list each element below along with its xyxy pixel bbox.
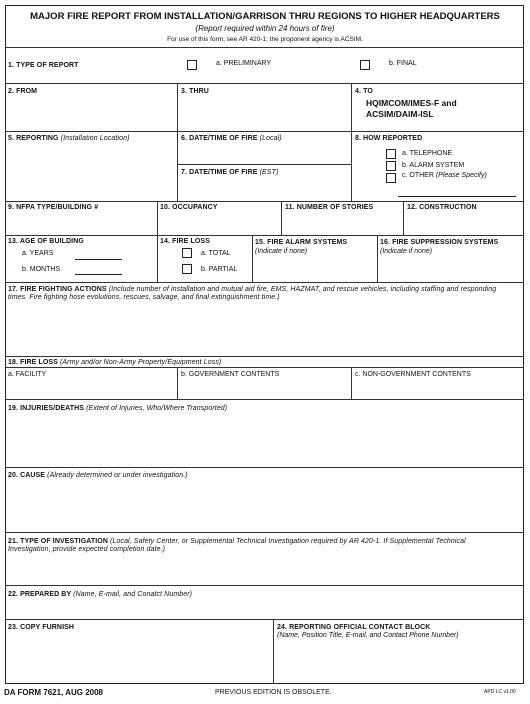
- prepared-by-label: [8, 591, 192, 598]
- divider: [252, 235, 253, 282]
- date-time-local-hint: (Local): [259, 135, 282, 142]
- divider: [5, 585, 524, 586]
- reporting-field[interactable]: [6, 145, 176, 200]
- divider: [281, 201, 282, 235]
- fire-fighting-actions-field[interactable]: [6, 305, 523, 355]
- divider: [403, 201, 404, 235]
- telephone-label: a. TELEPHONE: [402, 150, 453, 157]
- form-title: MAJOR FIRE REPORT FROM INSTALLATION/GARRISON THRU REGIONS TO HIGHER HEADQUARTERS: [30, 11, 500, 22]
- version-label: APD LC v1.00: [484, 689, 516, 695]
- government-contents-label: b. GOVERNMENT CONTENTS: [181, 371, 280, 378]
- how-reported-label: 8. HOW REPORTED: [355, 135, 423, 142]
- years-label: a. YEARS: [22, 250, 54, 257]
- reporting-label: [8, 135, 130, 142]
- reporting-hint: (Installation Location): [60, 135, 130, 142]
- facility-label: a. FACILITY: [8, 371, 47, 378]
- years-field[interactable]: [75, 259, 122, 260]
- from-label: 2. FROM: [8, 88, 38, 95]
- cause-hint: (Already determined or under investigation.): [47, 472, 188, 479]
- form-id: DA FORM 7621, AUG 2008: [4, 688, 103, 697]
- total-label: a. TOTAL: [201, 250, 231, 257]
- nfpa-label: 9. NFPA TYPE/BUILDING #: [8, 204, 99, 211]
- fire-suppression-hint: (Indicate if none): [380, 248, 433, 255]
- fire-loss-property-label: [8, 359, 221, 366]
- to-value-line2: ACSIM/DAIM-ISL: [366, 109, 434, 119]
- divider: [5, 356, 524, 357]
- fire-alarm-hint: (Indicate if none): [255, 248, 308, 255]
- telephone-checkbox[interactable]: [386, 149, 396, 159]
- injuries-deaths-label: [8, 405, 227, 412]
- reporting-label-text: 5. REPORTING: [8, 135, 59, 142]
- alarm-system-checkbox[interactable]: [386, 161, 396, 171]
- fire-loss-property-text: 18. FIRE LOSS: [8, 359, 58, 366]
- investigation-text: 21. TYPE OF INVESTIGATION: [8, 538, 108, 545]
- fire-alarm-label: 15. FIRE ALARM SYSTEMS: [255, 239, 348, 246]
- copy-furnish-field[interactable]: [6, 634, 272, 683]
- contact-block-hint: (Name, Position Title, E-mail, and Contact Phone Number): [277, 632, 459, 639]
- non-government-contents-label: c. NON-GOVERNMENT CONTENTS: [355, 371, 471, 378]
- date-time-local-text: 6. DATE/TIME OF FIRE: [181, 135, 258, 142]
- partial-checkbox[interactable]: [182, 264, 192, 274]
- divider: [5, 83, 524, 84]
- divider: [5, 131, 524, 132]
- divider: [5, 399, 524, 400]
- thru-field[interactable]: [178, 97, 350, 130]
- divider: [177, 164, 351, 165]
- date-time-est-label: [181, 169, 278, 176]
- fire-loss-property-hint: (Army and/or Non-Army Property/Equipment Loss): [59, 359, 222, 366]
- fire-fighting-actions-hint: (Include number of installation and mutual aid fire, EMS, HAZMAT, and rescue vehicles, including staffing and responding times. Fire fighting hose evolutions, rescues, salvage, and final extinguishment time.): [8, 286, 497, 301]
- stories-label: 11. NUMBER OF STORIES: [285, 204, 374, 211]
- to-value-line1: HQIMCOM/IMES-F and: [366, 98, 457, 108]
- other-checkbox[interactable]: [386, 173, 396, 183]
- final-label: b. FINAL: [389, 60, 417, 67]
- fire-fighting-actions-label: [8, 286, 513, 301]
- other-hint: (Please Specify): [435, 172, 487, 179]
- investigation-field[interactable]: [6, 556, 523, 584]
- copy-furnish-label: 23. COPY FURNISH: [8, 624, 75, 631]
- type-of-report-label: 1. TYPE OF REPORT: [8, 62, 79, 69]
- other-label-text: c. OTHER: [402, 172, 434, 179]
- divider: [177, 367, 178, 399]
- contact-block-field[interactable]: [274, 642, 523, 683]
- alarm-system-label: b. ALARM SYSTEM: [402, 162, 465, 169]
- injuries-deaths-hint: (Extent of Injuries, Who/Where Transported): [86, 405, 228, 412]
- divider: [5, 282, 524, 283]
- total-checkbox[interactable]: [182, 248, 192, 258]
- divider: [377, 235, 378, 282]
- divider: [157, 201, 158, 282]
- from-field[interactable]: [6, 97, 176, 130]
- injuries-deaths-text: 19. INJURIES/DEATHS: [8, 405, 85, 412]
- divider: [5, 619, 524, 620]
- prepared-by-text: 22. PREPARED BY: [8, 591, 72, 598]
- months-field[interactable]: [75, 274, 122, 275]
- to-label: 4. TO: [355, 88, 373, 95]
- age-of-building-label: 13. AGE OF BUILDING: [8, 238, 84, 245]
- prepared-by-field[interactable]: [6, 601, 523, 618]
- final-checkbox[interactable]: [360, 60, 370, 70]
- preliminary-label: a. PRELIMINARY: [216, 60, 272, 67]
- date-time-est-hint: (EST): [259, 169, 279, 176]
- construction-label: 12. CONSTRUCTION: [407, 204, 477, 211]
- divider: [351, 367, 352, 399]
- fire-loss-label: 14. FIRE LOSS: [160, 238, 210, 245]
- divider: [5, 235, 524, 236]
- contact-block-label: 24. REPORTING OFFICIAL CONTACT BLOCK: [277, 624, 431, 631]
- divider: [5, 367, 524, 368]
- divider: [5, 201, 524, 202]
- divider: [5, 532, 524, 533]
- months-label: b. MONTHS: [22, 266, 61, 273]
- investigation-label: [8, 538, 488, 553]
- form-note: For use of this form, see AR 420-1; the proponent agency is ACSIM.: [167, 36, 363, 43]
- occupancy-label: 10. OCCUPANCY: [160, 204, 218, 211]
- prepared-by-hint: (Name, E-mail, and Conatct Number): [73, 591, 193, 598]
- other-label: [402, 172, 487, 179]
- date-time-est-text: 7. DATE/TIME OF FIRE: [181, 169, 258, 176]
- cause-field[interactable]: [6, 482, 523, 531]
- form-subtitle: (Report required within 24 hours of fire): [195, 24, 335, 33]
- fire-suppression-label: 16. FIRE SUPPRESSION SYSTEMS: [380, 239, 499, 246]
- other-specify-field[interactable]: [398, 196, 516, 197]
- fire-fighting-actions-text: 17. FIRE FIGHTING ACTIONS: [8, 286, 107, 293]
- preliminary-checkbox[interactable]: [187, 60, 197, 70]
- investigation-hint: (Local, Safety Center, or Supplemental Technical Investigation required by AR 420-1. If Supplemental Technical Investigation, provide expected completion date.): [8, 538, 466, 553]
- divider: [5, 47, 524, 48]
- divider: [351, 83, 352, 201]
- date-time-local-field[interactable]: [178, 145, 350, 163]
- cause-text: 20. CAUSE: [8, 472, 46, 479]
- partial-label: b. PARTIAL: [201, 266, 238, 273]
- divider: [5, 467, 524, 468]
- injuries-deaths-field[interactable]: [6, 416, 523, 466]
- thru-label: 3. THRU: [181, 88, 209, 95]
- date-time-est-field[interactable]: [178, 179, 350, 200]
- edition-note: PREVIOUS EDITION IS OBSOLETE.: [215, 689, 332, 696]
- date-time-local-label: [181, 135, 282, 142]
- cause-label: [8, 472, 188, 479]
